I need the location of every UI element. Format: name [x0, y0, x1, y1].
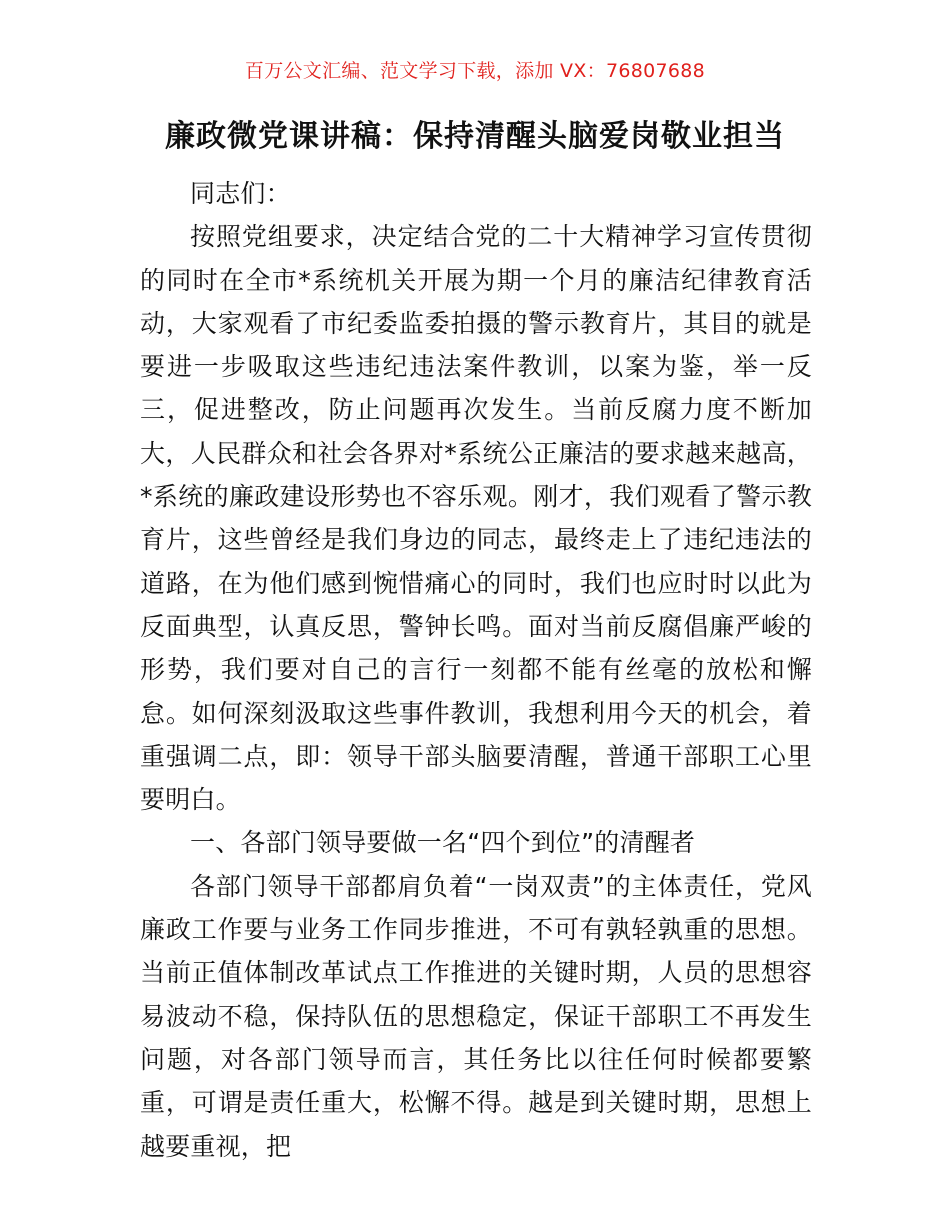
document-title: 廉政微党课讲稿：保持清醒头脑爱岗敬业担当 — [165, 119, 785, 154]
header-watermark-note: 百万公文汇编、范文学习下载，添加 VX：76807688 — [244, 60, 706, 82]
salutation: 同志们： — [190, 179, 291, 208]
paragraph-section-1: 各部门领导干部都肩负着“一岗双责”的主体责任，党风廉政工作要与业务工作同步推进，不可有孰轻孰重的思想。当前正值体制改革试点工作推进的关键时期，人员的思想容易波动不稳，保持队伍的思想稳定，保证干部职工不再发生问题，对各部门领导而言，其任务比以往任何时候都要繁重，可谓是责任重大，松懈不得。越是到关键时期，思想上越要重视，把 — [140, 871, 812, 1161]
document-body — [140, 172, 812, 1168]
section-heading-1: 一、各部门领导要做一名“四个到位”的清醒者 — [190, 828, 696, 858]
paragraph-intro: 按照党组要求，决定结合党的二十大精神学习宣传贯彻的同时在全市*系统机关开展为期一个月的廉洁纪律教育活动，大家观看了市纪委监委拍摄的警示教育片，其目的就是要进一步吸取这些违纪违法案件教训，以案为鉴，举一反三，促进整改，防止问题再次发生。当前反腐力度不断加大，人民群众和社会各界对*系统公正廉洁的要求越来越高，*系统的廉政建设形势也不容乐观。刚才，我们观看了警示教育片，这些曾经是我们身边的同志，最终走上了违纪违法的道路，在为他们感到惋惜痛心的同时，我们也应时时以此为反面典型，认真反思，警钟长鸣。面对当前反腐倡廉严峻的形势，我们要对自己的言行一刻都不能有丝毫的放松和懈怠。如何深刻汲取这些事件教训，我想利用今天的机会，着重强调二点，即：领导干部头脑要清醒，普通干部职工心里要明白。 — [140, 222, 812, 815]
